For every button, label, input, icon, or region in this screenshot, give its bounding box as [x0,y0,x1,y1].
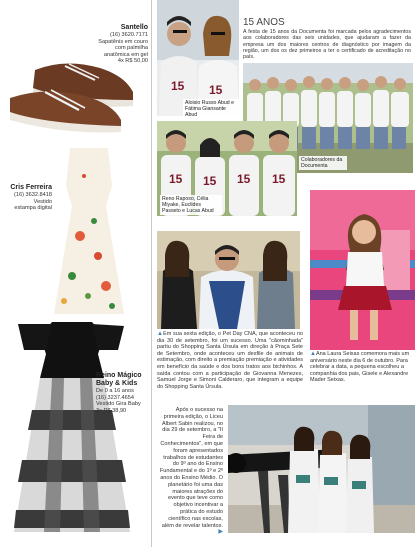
product-name: Cris Ferreira [10,184,52,191]
product-reino-magico-text: Reino Mágico Baby & Kids De 0 a 16 anos (16) 3237.4654 Vestido Gira Baby 3x R$ 38,90 [96,372,150,414]
product-santello [0,0,150,140]
anniversary-text: A festa de 15 anos da Documenta foi marcada pelos agradecimentos aos colaboradores das seis unidades, que ajudaram a fazer da empresa um dos maiores centros de diagnóstico por imagem da região, um dos os dez primeiros a ter o certificado de acreditação no país. [243,29,411,61]
product-cris-ferreira-text: Cris Ferreira (16) 3632.8418 Vestido estampa digital [2,184,52,212]
ana-laura-photo [310,190,415,350]
pet-day-text: ▲Em sua sexta edição, o Pet Day CNA, que aconteceu no dia 30 de setembro, foi um sucesso. Uma "cãominhada" partiu do Shopping Santa Úrsula em direção à Praça Sete de Setembro, onde aconteceu um desfile de animais de estimação, com direito a premiação premiação e atividades em benefício da saúde e dos bons tratos aos bichinhos. A saída contou com a participação de Giovanna Menezes, Samuel Jorge e Simoni Calderaro, que integram a equipe do Shopping Santa Úrsula. [157,331,303,390]
product-name: Reino Mágico Baby & Kids [96,372,142,387]
svg-text:15: 15 [169,172,183,186]
photo-caption: Reno Raposo, Célia Miyake, Euclides Passeto e Lucas Abud [160,195,222,215]
four-people-photo [157,121,297,216]
shoes-image [5,40,137,135]
product-name: Santello [120,24,148,31]
ana-laura-text: ▲Ana Laura Seixas comemora mais um aniversário neste dia 6 de outubro. Para celebrar a data, a pequena escolheu a companhia dos pais, Gisele e Alexandre Mader Seixas. [310,351,410,384]
product-santello-text: Santello (16) 3620.7171 Sapatênis em couro com palmilha anatômica em gel 4x R$ 50,00 [92,24,148,65]
pet-day-photo [157,231,300,329]
svg-text:15: 15 [237,172,251,186]
svg-text:15: 15 [171,79,185,93]
triangle-pointer-icon: ▲ [157,331,164,337]
svg-text:15: 15 [272,172,286,186]
dress-image [50,146,128,316]
triangle-pointer-icon: ▶ [218,529,223,536]
planetarium-photo [228,405,415,533]
svg-text:15: 15 [209,83,223,97]
couple-photo [157,0,239,116]
anniversary-title: 15 ANOS [243,17,285,28]
photo-caption: Aloisio Russo Abud e Fátima Giansante Abud [183,99,239,116]
liceu-text: Após o sucesso na primeira edição, o Liceu Albert Sabin realizou, no dia 29 de setembro, a "II Feira de Conhecimentos", em que foram apresentados trabalhos de estudantes do 9º ano do Ensino Fundamental e do 1º e 2º anos do Ensino Médio. O planetário foi uma das maiores atrações do evento que teve como objetivo incentivar a prática do estudo científico nas escolas, além de revelar talentos. ▶ [159,407,223,536]
triangle-pointer-icon: ▲ [310,351,316,357]
photo-caption: Colaboradores da Documenta [299,156,347,170]
svg-text:15: 15 [203,174,217,188]
kids-dress-image [12,320,132,540]
column-divider [151,0,152,547]
